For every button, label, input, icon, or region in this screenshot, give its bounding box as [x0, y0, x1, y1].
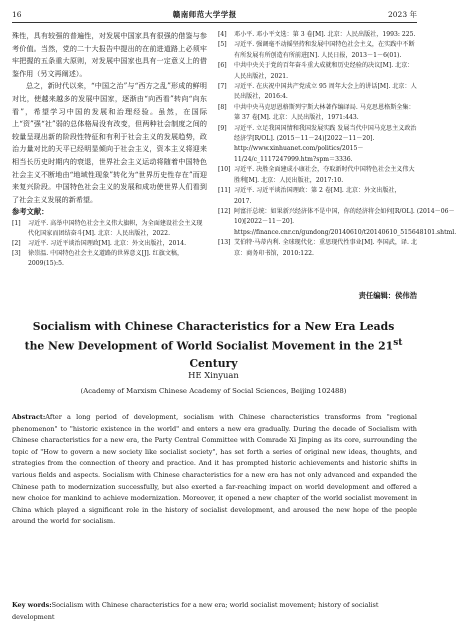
reference-text: 习近平. 立足我国国情和我国发展实践 发展当代中国马克思主义政治经济学[R/OL]. (2015－11－24)[2022－11－20]. http://www.xinhuanet.com/politics/2015－11/24/c_1117247999.htm?spm＝3336. [234, 124, 417, 163]
keywords-text: Socialism with Chinese characteristics for a new era; world socialist movement; history of socialist development [12, 601, 379, 621]
reference-text: 习近平. 高举中国特色社会主义伟大旗帜，为全面建设社会主义现代化国家而团结奋斗[M]. 北京：人民出版社，2022. [28, 219, 203, 237]
reference-text: 习近平. 习近平谈治国理政[M]. 北京：外文出版社，2014. [28, 239, 187, 247]
keywords-label: Key words: [12, 601, 52, 609]
reference-item [218, 124, 417, 166]
reference-number: [10] [218, 166, 231, 174]
english-keywords [12, 600, 417, 623]
english-abstract [12, 412, 417, 528]
reference-text: 中共中央关于党的百年奋斗重大成就和历史经验的决议[M]. 北京：人民出版社，2021. [234, 62, 414, 80]
reference-text: 阿富汗总统：如果新兴经济体不是中国，你的经济将会如何[R/OL]. (2014－06－10)[2022－11－20]. https://finance.cnr.cn/gundong/20140610/t20140610_515648101.shtml. [234, 207, 456, 236]
reference-number: [1] [12, 219, 21, 227]
reference-text: 习近平. 强调毫不动摇坚持和发展中国特色社会主义，在实践中不断有所发展有所创造有所前进[N]. 人民日报，2013－1－6(01). [234, 41, 415, 59]
ordinal-superscript: st [393, 338, 403, 348]
abstract-text: After a long period of development, socialism with Chinese characteristics transforms from "regional phenomenon" to "historic existence in the world" and enters a new era gradually. During the decade of Socialism with Chinese characteristics for a new era, the Party Central Committee with Comrade Xi Jinping as its core, surrounding the topic of "How to govern a new society like socialist society", has set forth a series of original new ideas, thoughts, and strategies from the connection of theory and practice. And it has prompted historic achievements and historic shifts in various fields and aspects. Socialism with Chinese characteristics for a new era has not only advanced and expanded the Chinese path to modernization successfully, but also exerted a far-reaching impact on world development and offered a new choice for mankind to achieve modernization. Moreover, it opened a new chapter of the world socialist movement in China which played a significant role in the history of socialist development, and aroused the new hope of the people around the world for socialism. [12, 413, 417, 526]
reference-number: [5] [218, 41, 227, 49]
english-author: HE Xinyuan [188, 370, 239, 380]
year-label: 2023 年 [388, 9, 417, 19]
right-column [218, 30, 456, 259]
reference-text: 习近平. 决胜全面建成小康社会，夺取新时代中国特色社会主义伟大胜利[M]. 北京：人民出版社，2017:10. [234, 166, 415, 184]
header-divider [12, 22, 417, 23]
references-heading: 参考文献： [12, 207, 49, 217]
reference-number: [3] [12, 249, 21, 257]
page-number: 16 [12, 9, 22, 19]
reference-item [218, 82, 417, 103]
reference-item [218, 40, 417, 61]
reference-item [12, 219, 207, 239]
journal-name: 赣南师范大学学报 [172, 9, 237, 19]
reference-number: [12] [218, 207, 231, 215]
reference-item [218, 186, 417, 207]
reference-item [12, 239, 207, 249]
left-column [12, 30, 207, 269]
body-paragraph: 总之，新时代以来，“中国之治”与“西方之乱”形成的鲜明对比，使越来越多的发展中国家，逐渐由“向西看”转向“向东看”，希望学习中国的发展和治理经验。虽然，在国际上“资”强“社”弱的总体格局没有改变，但两种社会制度之间的较量呈现出新的阶段性特征和有利于社会主义的发展趋势，政治力量对比的天平已经明显倾向于社会主义，资本主义将迎来相当长历史时期内的衰退，世界社会主义运动将随着中国特色社会主义不断地由“地域性现象”转化为“世界历史性存在”而迎来复兴阶段。中国特色社会主义的发展和成功使世界人们看到了社会主义发展的新希望。 [12, 81, 207, 204]
reference-text: 邓小平. 邓小平文选：第 3 卷[M]. 北京：人民出版社，1993: 225. [234, 31, 416, 38]
reference-item [218, 207, 456, 238]
reference-number: [2] [12, 239, 21, 247]
reference-text: 艾伯特·马蒂内利. 全球现代化：重思现代性事业[M]. 李国武，译. 北京：商务印书馆，2010:122. [234, 239, 417, 257]
reference-item [218, 30, 417, 40]
reference-text: 习近平. 在庆祝中国共产党成立 95 周年大会上的讲话[M]. 北京：人民出版社，2016:4. [234, 83, 417, 101]
reference-number: [11] [218, 187, 231, 195]
reference-list [12, 219, 207, 269]
english-title-line2-main: the New Development of World Socialist Movement in the 21 [24, 339, 394, 353]
reference-number: [8] [218, 103, 227, 111]
reference-item [218, 238, 417, 259]
english-title-line2 [0, 335, 427, 372]
english-affiliation: (Academy of Marxism Chinese Academy of Social Sciences, Beijing 102488) [80, 387, 347, 395]
reference-item [218, 61, 417, 82]
reference-item [218, 103, 417, 124]
reference-item [12, 249, 207, 269]
english-title-line1: Socialism with Chinese Characteristics for a New Era Leads [32, 320, 395, 333]
reference-text: 中共中央马克思恩格斯列宁斯大林著作编译局. 马克思恩格斯全集：第 37 卷[M]. 北京：人民出版社，1971:443. [234, 103, 415, 122]
english-title-line2-end: Century [189, 356, 238, 370]
abstract-label: Abstract: [12, 413, 46, 421]
reference-number: [4] [218, 31, 227, 38]
reference-number: [7] [218, 83, 227, 91]
reference-text: 徐崇温. 中国特色社会主义道路的世界意义[J]. 红旗文稿，2009(15):5. [28, 249, 184, 267]
reference-number: [13] [218, 239, 231, 247]
responsible-editor: 责任编辑：侯伟浩 [358, 291, 417, 300]
reference-number: [9] [218, 124, 227, 132]
reference-text: 习近平. 习近平谈治国理政：第 2 卷[M]. 北京：外文出版社，2017. [234, 187, 401, 205]
reference-number: [6] [218, 62, 227, 70]
running-header [12, 7, 417, 21]
english-title [0, 318, 427, 372]
reference-item [218, 165, 417, 186]
body-paragraph: 殊性，具有较强的普遍性，对发展中国家具有很强的借鉴与参考价值。当然，党的二十大报告中提出的在前进道路上必须牢牢把握的五条重大原则，对发展中国家也具有一定意义上的借鉴作用（另文再阐述）。 [12, 31, 207, 78]
